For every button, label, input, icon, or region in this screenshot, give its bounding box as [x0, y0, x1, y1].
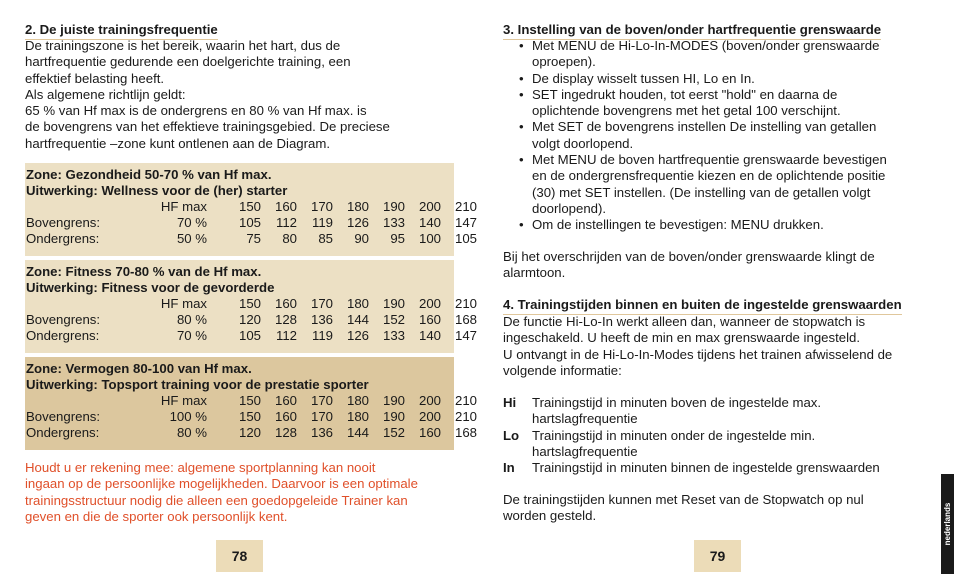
value-cell: 160	[274, 199, 297, 214]
timing-description: Trainingstijd in minuten onder de ingestelde min.	[532, 427, 816, 443]
value-cell: 126	[346, 328, 369, 343]
value-cell: 180	[346, 409, 369, 424]
reset-paragraph	[503, 492, 935, 525]
value-cell: 160	[274, 296, 297, 311]
row-label: Ondergrens:	[26, 328, 100, 343]
bullet-line: oproepen).	[532, 54, 596, 70]
row-label: Ondergrens:	[26, 231, 100, 246]
section-4-heading: 4. Trainingstijden binnen en buiten de ingestelde grenswaarden	[503, 297, 902, 315]
page-number-right: 79	[694, 540, 741, 572]
lower-limit-row	[25, 328, 477, 344]
value-cell: 105	[238, 328, 261, 343]
timing-key: Lo	[503, 427, 520, 443]
percentage-cell: 70 %	[176, 215, 207, 230]
bullet-dot-icon: •	[519, 86, 524, 102]
value-cell: 170	[310, 199, 333, 214]
value-cell: 210	[454, 296, 477, 311]
value-cell: 144	[346, 312, 369, 327]
bullet-line: volgt doorlopend.	[532, 135, 634, 151]
lower-limit-row	[25, 231, 477, 247]
bullet-item	[519, 38, 887, 71]
bullet-line: en de ondergrensfrequentie kiezen en de oplichtende positie	[532, 168, 886, 184]
timing-description: hartslagfrequentie	[532, 443, 638, 459]
value-cell: 150	[238, 409, 261, 424]
intro-line: De trainingszone is het bereik, waarin het hart, dus de	[25, 38, 341, 53]
value-cell: 140	[418, 215, 441, 230]
bullet-line: doorlopend).	[532, 200, 607, 216]
section-4-line: De functie Hi-Lo-In werkt alleen dan, wanneer de stopwatch is	[503, 314, 866, 329]
value-cell: 200	[418, 199, 441, 214]
value-cell: 170	[310, 296, 333, 311]
value-cell: 168	[454, 425, 477, 440]
row-label: Bovengrens:	[26, 312, 101, 327]
warning-line: ingaan op de persoonlijke mogelijkheden. Daarvoor is een optimale	[25, 476, 418, 492]
value-cell: 75	[246, 231, 261, 246]
value-cell: 180	[346, 296, 369, 311]
value-cell: 190	[382, 296, 405, 311]
value-cell: 126	[346, 215, 369, 230]
lower-limit-row	[25, 425, 477, 441]
intro-line: Als algemene richtlijn geldt:	[25, 86, 186, 102]
zone-title: Zone: Vermogen 80-100 van Hf max.	[26, 361, 252, 376]
bullet-item	[519, 217, 887, 233]
value-cell: 152	[382, 312, 405, 327]
bullet-line: SET ingedrukt houden, tot eerst "hold" en daarna de	[532, 86, 838, 102]
timing-row	[503, 395, 943, 428]
value-cell: 144	[346, 425, 369, 440]
value-cell: 210	[454, 409, 477, 424]
zone-fitness-table	[25, 260, 477, 353]
hf-max-label: HF max	[160, 296, 207, 311]
zone-health-table	[25, 163, 477, 256]
value-cell: 100	[418, 231, 441, 246]
alarm-line: Bij het overschrijden van de boven/onder grenswaarde klingt de	[503, 249, 875, 264]
value-cell: 170	[310, 393, 333, 408]
alarm-paragraph	[503, 249, 935, 282]
upper-limit-row	[25, 215, 477, 231]
section-4-line: ingeschakeld. U heeft de min en max grenswaarde ingesteld.	[503, 330, 861, 346]
settings-bullet-list	[519, 38, 887, 234]
value-cell: 80	[282, 231, 297, 246]
value-cell: 119	[311, 328, 333, 343]
row-label: Ondergrens:	[26, 425, 100, 440]
value-cell: 200	[418, 296, 441, 311]
value-cell: 168	[454, 312, 477, 327]
warning-line: geven en die de sporter ook persoonlijk kent.	[25, 508, 288, 524]
bullet-item	[519, 119, 887, 152]
value-cell: 160	[418, 312, 441, 327]
language-tab	[941, 474, 954, 574]
intro-line: hartfrequentie gedurende een doelgerichte training, een	[25, 54, 351, 70]
value-cell: 152	[382, 425, 405, 440]
bullet-item	[519, 152, 887, 217]
percentage-cell: 50 %	[176, 231, 207, 246]
value-cell: 200	[418, 393, 441, 408]
value-cell: 112	[275, 328, 297, 343]
reset-line: worden gesteld.	[503, 508, 597, 524]
value-cell: 210	[454, 199, 477, 214]
value-cell: 105	[454, 231, 477, 246]
value-cell: 147	[454, 328, 477, 343]
value-cell: 85	[318, 231, 333, 246]
value-cell: 136	[310, 312, 333, 327]
bullet-dot-icon: •	[519, 38, 524, 53]
value-cell: 120	[238, 425, 261, 440]
value-cell: 140	[418, 328, 441, 343]
timing-description: Trainingstijd in minuten boven de ingestelde max.	[532, 395, 822, 410]
bullet-item	[519, 87, 887, 120]
zone-title: Zone: Gezondheid 50-70 % van Hf max.	[26, 167, 272, 182]
value-cell: 128	[274, 312, 297, 327]
percentage-cell: 100 %	[169, 409, 207, 424]
bullet-item	[519, 71, 887, 87]
upper-limit-row	[25, 312, 477, 328]
page-number-left: 78	[216, 540, 263, 572]
reset-line: De trainingstijden kunnen met Reset van de Stopwatch op nul	[503, 492, 864, 507]
value-cell: 170	[310, 409, 333, 424]
zone-effect: Uitwerking: Wellness voor de (her) starter	[26, 183, 288, 198]
bullet-line: Om de instellingen te bevestigen: MENU drukken.	[532, 217, 824, 233]
zone-title: Zone: Fitness 70-80 % van de Hf max.	[26, 264, 262, 279]
value-cell: 128	[274, 425, 297, 440]
value-cell: 180	[346, 393, 369, 408]
timing-description: hartslagfrequentie	[532, 411, 638, 427]
value-cell: 190	[382, 409, 405, 424]
value-cell: 133	[382, 328, 405, 343]
timing-key: In	[503, 460, 515, 476]
upper-limit-row	[25, 409, 477, 425]
value-cell: 160	[274, 393, 297, 408]
zone-power-table	[25, 357, 477, 450]
value-cell: 136	[310, 425, 333, 440]
value-cell: 150	[238, 393, 261, 408]
timing-key: Hi	[503, 395, 517, 410]
value-cell: 119	[311, 215, 333, 230]
bullet-dot-icon: •	[519, 70, 524, 86]
percentage-cell: 80 %	[176, 312, 207, 327]
alarm-line: alarmtoon.	[503, 265, 566, 281]
row-label: Bovengrens:	[26, 409, 101, 424]
timing-description: Trainingstijd in minuten binnen de ingestelde grenswaarden	[532, 460, 880, 476]
hf-max-row	[25, 199, 477, 215]
value-cell: 150	[238, 199, 261, 214]
value-cell: 200	[418, 409, 441, 424]
value-cell: 160	[418, 425, 441, 440]
section-3-heading: 3. Instelling van de boven/onder hartfrequentie grenswaarde	[503, 22, 881, 40]
section-4-line: U ontvangt in de Hi-Lo-In-Modes tijdens het trainen afwisselend de	[503, 346, 893, 362]
zone-effect: Uitwerking: Fitness voor de gevorderde	[26, 280, 275, 295]
bullet-dot-icon: •	[519, 119, 524, 135]
bullet-dot-icon: •	[519, 217, 524, 233]
hf-max-label: HF max	[160, 393, 207, 408]
section-2-heading: 2. De juiste trainingsfrequentie	[25, 22, 218, 40]
row-label: Bovengrens:	[26, 215, 101, 230]
value-cell: 95	[390, 231, 405, 246]
bullet-line: (30) met SET instellen. (De instelling van de getallen volgt	[532, 184, 871, 200]
value-cell: 160	[274, 409, 297, 424]
value-cell: 90	[354, 231, 369, 246]
zone-effect: Uitwerking: Topsport training voor de prestatie sporter	[26, 377, 369, 392]
percentage-cell: 80 %	[176, 425, 207, 440]
value-cell: 210	[454, 393, 477, 408]
language-tab-label: nederlands	[942, 502, 952, 546]
value-cell: 180	[346, 199, 369, 214]
bullet-line: Met SET de bovengrens instellen De instelling van getallen	[532, 119, 877, 135]
timing-row	[503, 460, 943, 476]
value-cell: 190	[382, 199, 405, 214]
bullet-line: Met MENU de boven hartfrequentie grenswaarde bevestigen	[532, 152, 887, 168]
timing-row	[503, 428, 943, 461]
hf-max-row	[25, 296, 477, 312]
value-cell: 112	[275, 215, 297, 230]
value-cell: 190	[382, 393, 405, 408]
section-4-line: volgende informatie:	[503, 362, 622, 378]
bullet-dot-icon: •	[519, 152, 524, 168]
warning-line: trainingsstructuur nodig die alleen een goedopgeleide Trainer kan	[25, 492, 408, 508]
hf-max-row	[25, 393, 477, 409]
percentage-cell: 70 %	[176, 328, 207, 343]
intro-line: 65 % van Hf max is de ondergrens en 80 % van Hf max. is	[25, 103, 367, 119]
value-cell: 133	[382, 215, 405, 230]
bullet-line: Met MENU de Hi-Lo-In-MODES (boven/onder grenswaarde	[532, 38, 880, 53]
training-times-list	[503, 395, 943, 476]
value-cell: 150	[238, 296, 261, 311]
section-2-intro	[25, 38, 457, 152]
value-cell: 105	[238, 215, 261, 230]
section-4-intro	[503, 314, 935, 379]
warning-line: Houdt u er rekening mee: algemene sportplanning kan nooit	[25, 460, 376, 475]
intro-line: hartfrequentie –zone kunt ontlenen aan de Diagram.	[25, 135, 330, 151]
bullet-line: De display wisselt tussen HI, Lo en In.	[532, 70, 755, 86]
intro-line: effektief belasting heeft.	[25, 70, 165, 86]
value-cell: 147	[454, 215, 477, 230]
hf-max-label: HF max	[160, 199, 207, 214]
intro-line: de bovengrens van het effektieve trainingsgebied. De preciese	[25, 119, 390, 135]
bullet-line: oplichtende bovengrens met het getal 100 verschijnt.	[532, 103, 841, 119]
value-cell: 120	[238, 312, 261, 327]
warning-note	[25, 460, 418, 525]
